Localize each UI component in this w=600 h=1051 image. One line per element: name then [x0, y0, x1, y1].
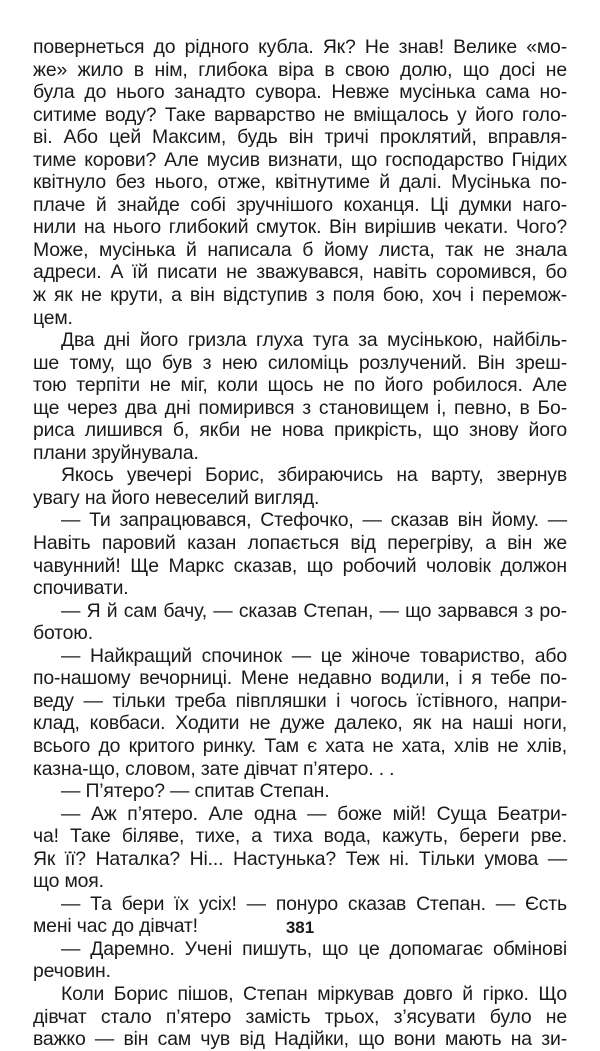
text-line: — Я й сам бачу, — сказав Степан, — що зарвався з ро- — [61, 599, 567, 622]
text-line: веду — тільки треба півпляшки і чогось їстівного, напри- — [33, 689, 567, 712]
text-line: увагу на його невеселий вигляд. — [33, 486, 320, 509]
text-line: плани зруйнувала. — [33, 441, 199, 464]
text-line: важко — він сам чув від Надійки, що вони мають на зи- — [33, 1028, 567, 1051]
text-line: Два дні його гризла глуха туга за мусінькою, найбіль- — [61, 329, 567, 352]
text-line: тиме корови? Але мусив визнати, що господарство Гнідих — [33, 148, 567, 171]
text-line: ча! Таке біляве, тихе, а тиха вода, кажуть, береги рве. — [33, 825, 567, 848]
text-line: була до нього занадто сувора. Невже мусінька сама но- — [33, 81, 567, 104]
text-line: Як її? Наталка? Ні... Настунька? Теж ні. Тільки умова — — [33, 847, 567, 870]
text-line: тою терпіти не міг, коли щось не по його робилося. Але — [33, 374, 567, 397]
text-line: мені час до дівчат! — [33, 915, 198, 938]
text-line: — Ти запрацювався, Стефочко, — сказав він йому. — — [61, 509, 567, 532]
text-line: ві. Або цей Максим, будь він тричі проклятий, вправля- — [33, 126, 567, 149]
text-line: — П’ятеро? — спитав Степан. — [61, 780, 330, 803]
text-line: — Аж п’ятеро. Але одна — боже мій! Суща Беатри- — [61, 802, 567, 825]
text-line: дівчат стало п’ятеро замість трьох, з’ясувати було не — [33, 1005, 567, 1028]
text-line: ще через два дні помирився з становищем і, певно, в Бо- — [33, 396, 567, 419]
text-line: Навіть паровий казан лопається від перегріву, а він же — [33, 532, 567, 555]
text-line: — Даремно. Учені пишуть, що це допомагає обмінові — [61, 937, 567, 960]
text-line: адреси. А їй писати не зважувався, навіть соромився, бо — [33, 261, 567, 284]
text-line: ситиме воду? Таке варварство не вміщалось у його голо- — [33, 103, 567, 126]
text-line: повернеться до рідного кубла. Як? Не знав! Велике «мо- — [33, 36, 567, 58]
text-line: Якось увечері Борис, збираючись на варту, звернув — [61, 464, 567, 487]
text-line: — Найкращий спочинок — це жіноче товариство, або — [61, 644, 567, 667]
text-line: ботою. — [33, 622, 93, 645]
text-line: — Та бери їх усіх! — понуро сказав Степан. — Єсть — [61, 892, 567, 915]
text-line: ше тому, що був з нею силоміць розлучений. Він зреш- — [33, 351, 567, 374]
text-line: Коли Борис пішов, Степан міркував довго й гірко. Що — [61, 982, 567, 1005]
text-line: клад, ковбаси. Ходити не дуже далеко, як на наші ноги, — [33, 712, 567, 735]
text-line: плаче й знайде собі зручнішого коханця. Ці думки наго- — [33, 193, 567, 216]
text-line: цем. — [33, 306, 73, 329]
text-line: спочивати. — [33, 577, 129, 600]
text-line: квітнуло без нього, отже, квітнутиме й далі. Мусінька по- — [33, 171, 567, 194]
text-line: же» жило в нім, глибока віра в свою долю, що досі не — [33, 58, 567, 81]
text-line: ж як не крути, а він відступив з поля бою, хоч і перемож- — [33, 284, 567, 307]
text-line: що моя. — [33, 870, 104, 893]
text-line: Може, мусінька й написала б йому листа, так не знала — [33, 238, 567, 261]
text-line: всього до критого ринку. Там є хата не хата, хлів не хлів, — [33, 734, 567, 757]
text-line: речовин. — [33, 960, 111, 983]
text-line: по-нашому вечорниці. Мене недавно водили, і я тебе по- — [33, 667, 567, 690]
page-body — [33, 36, 567, 1051]
text-line: нили на нього глибокий смуток. Він вирішив чекати. Чого? — [33, 216, 567, 239]
text-line: чавунний! Ще Маркс сказав, що робочий чоловік должон — [33, 554, 567, 577]
text-line: риса лишився б, якби не нова прикрість, що знову його — [33, 419, 567, 442]
page-number: 381 — [285, 918, 315, 937]
text-line: казна-що, словом, зате дівчат п’ятеро. . . — [33, 757, 395, 780]
